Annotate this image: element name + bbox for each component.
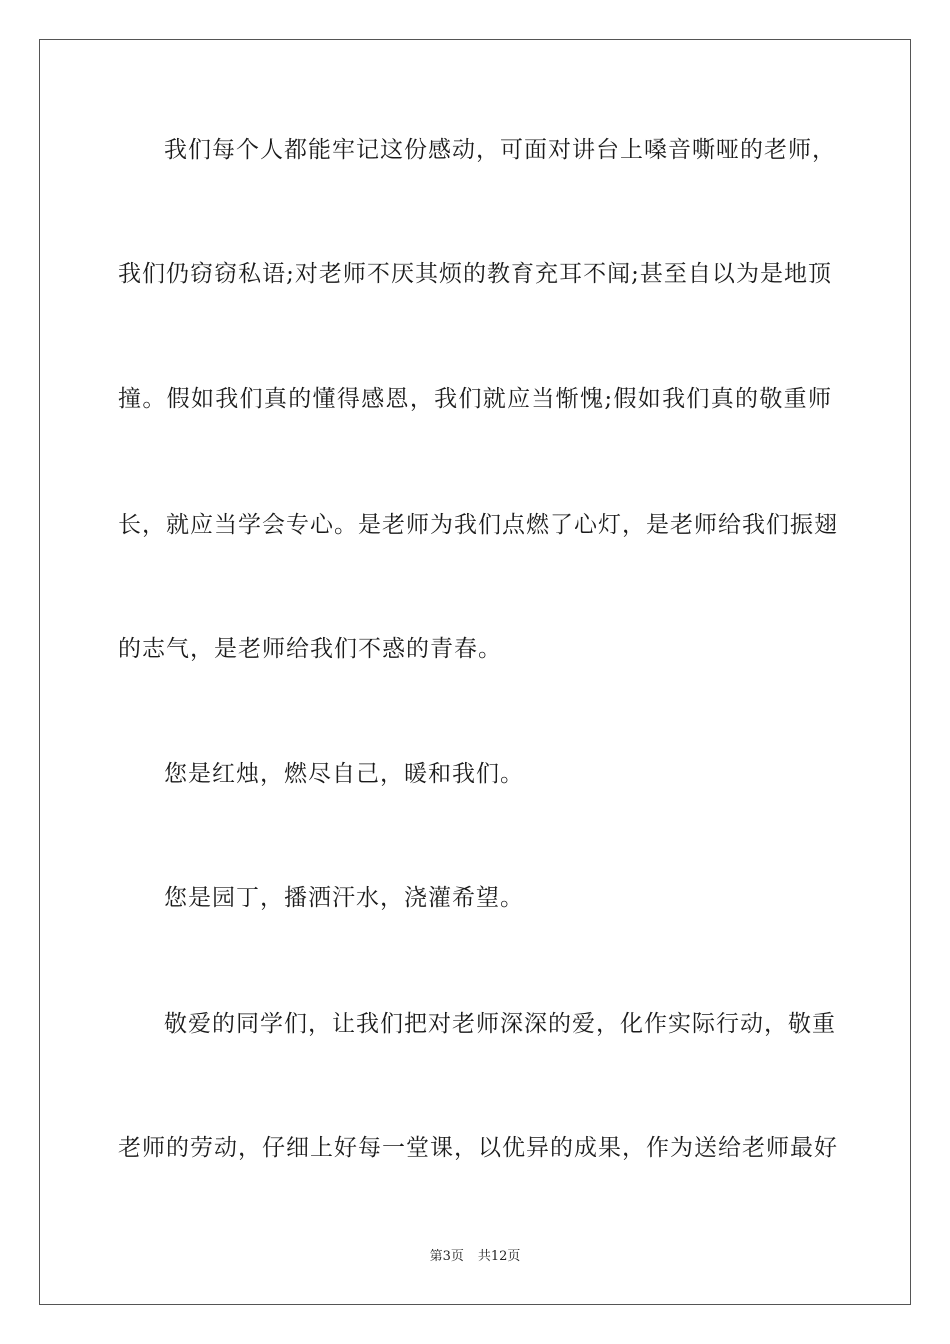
paragraph-line: 您是园丁，播洒汗水，浇灌希望。 [164, 885, 524, 911]
paragraph-line: 的志气，是老师给我们不惑的青春。 [118, 636, 502, 662]
page-footer [0, 1248, 950, 1266]
page-total: 共12页 [477, 1249, 521, 1264]
paragraph-line: 您是红烛，燃尽自己，暖和我们。 [164, 761, 524, 787]
paragraph-line: 我们仍窃窃私语;对老师不厌其烦的教育充耳不闻;甚至自以为是地顶 [118, 261, 832, 287]
page-frame [39, 39, 911, 1305]
paragraph-line: 长，就应当学会专心。是老师为我们点燃了心灯，是老师给我们振翅 [118, 512, 838, 538]
paragraph-line: 敬爱的同学们，让我们把对老师深深的爱，化作实际行动，敬重 [164, 1011, 836, 1037]
paragraph-line: 老师的劳动，仔细上好每一堂课，以优异的成果，作为送给老师最好 [118, 1135, 838, 1161]
page-number: 第3页 [429, 1249, 464, 1264]
paragraph-line: 我们每个人都能牢记这份感动，可面对讲台上嗓音嘶哑的老师， [164, 137, 836, 163]
paragraph-line: 撞。假如我们真的懂得感恩，我们就应当惭愧;假如我们真的敬重师 [118, 386, 832, 412]
